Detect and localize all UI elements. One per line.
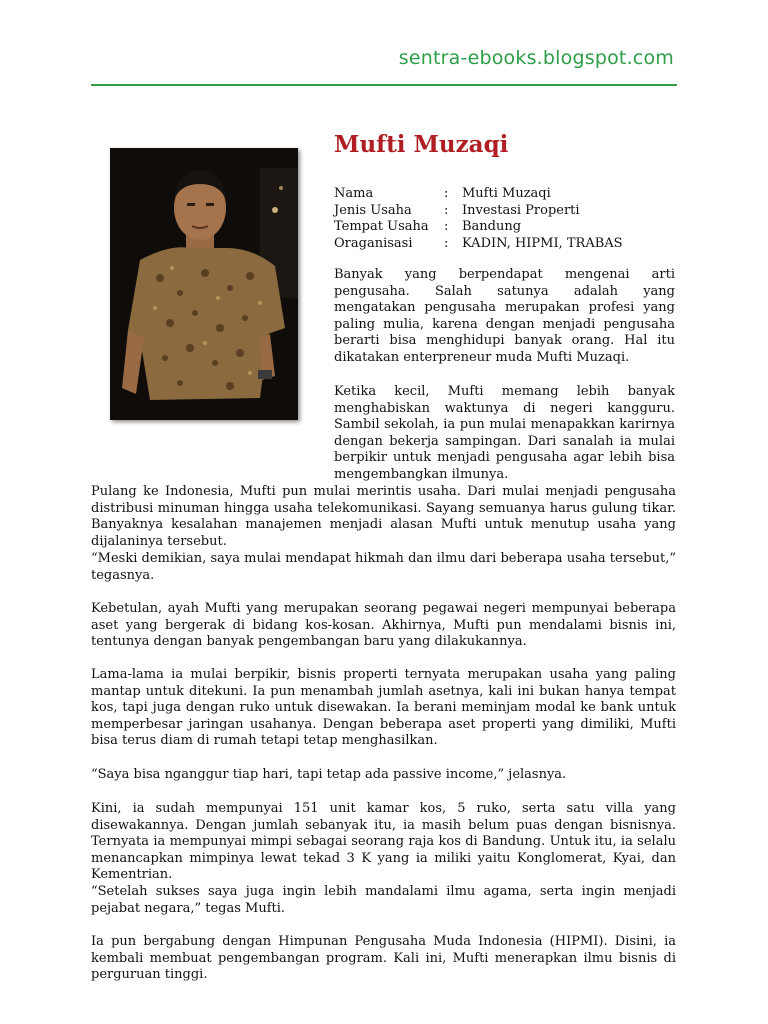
info-value: Mufti Muzaqi bbox=[462, 186, 551, 201]
profile-info-table bbox=[334, 186, 623, 252]
info-value: KADIN, HIPMI, TRABAS bbox=[462, 235, 623, 251]
info-separator: : bbox=[444, 202, 449, 218]
quote-paragraph: “Setelah sukses saya juga ingin lebih mandalami ilmu agama, serta ingin menjadi pejabat negara,” tegas Mufti. bbox=[91, 884, 676, 916]
portrait-photo bbox=[110, 148, 298, 420]
quote-paragraph: “Saya bisa nganggur tiap hari, tapi tetap ada passive income,” jelasnya. bbox=[91, 767, 567, 782]
info-value: Investasi Properti bbox=[462, 202, 580, 218]
quote-paragraph: “Meski demikian, saya mulai mendapat hikmah dan ilmu dari beberapa usaha tersebut,” tegasnya. bbox=[91, 551, 676, 583]
info-row-jenis-usaha bbox=[334, 203, 623, 220]
info-row-organisasi bbox=[334, 236, 623, 253]
profile-name-heading: Mufti Muzaqi bbox=[334, 131, 509, 158]
paragraph: Lama-lama ia mulai berpikir, bisnis properti ternyata merupakan usaha yang paling mantap untuk ditekuni. Ia pun menambah jumlah asetnya, kali ini bukan hanya tempat kos, tapi juga dengan ruko untuk disewakan. Ia berani meminjam modal ke bank untuk memperbesar jaringan usahanya. Dengan beberapa aset properti yang dimiliki, Mufti bisa terus diam di rumah tetapi tetap menghasilkan. bbox=[91, 667, 676, 749]
site-url: sentra-ebooks.blogspot.com bbox=[398, 47, 674, 69]
info-separator: : bbox=[444, 219, 449, 234]
info-label: Oraganisasi bbox=[334, 235, 413, 251]
paragraph: Kebetulan, ayah Mufti yang merupakan seorang pegawai negeri mempunyai beberapa aset yang bergerak di bidang kos-kosan. Akhirnya, Mufti pun mendalami bisnis ini, tentunya dengan banyak pengembangan baru yang dilakukannya. bbox=[91, 601, 676, 650]
info-row-nama bbox=[334, 186, 623, 203]
header-divider bbox=[91, 84, 677, 86]
paragraph: Kini, ia sudah mempunyai 151 unit kamar kos, 5 ruko, serta satu villa yang disewakannya. Dengan jumlah sebanyak itu, ia masih belum puas dengan bisnisnya. Ternyata ia mempunyai mimpi sebagai seorang raja kos di Bandung. Untuk itu, ia selalu menancapkan mimpinya lewat tekad 3 K yang ia miliki yaitu Konglomerat, Kyai, dan Kementrian. bbox=[91, 801, 676, 883]
info-label: Nama bbox=[334, 186, 374, 201]
info-separator: : bbox=[444, 235, 449, 251]
info-separator: : bbox=[444, 186, 449, 201]
paragraph: Banyak yang berpendapat mengenai arti pengusaha. Salah satunya adalah yang mengatakan pengusaha merupakan profesi yang paling mulia, karena dengan menjadi pengusaha berarti bisa menghidupi banyak orang. Hal itu dikatakan enterpreneur muda Mufti Muzaqi. bbox=[334, 267, 675, 365]
info-label: Tempat Usaha bbox=[334, 219, 429, 234]
info-label: Jenis Usaha bbox=[334, 202, 412, 218]
paragraph: Ia pun bergabung dengan Himpunan Pengusaha Muda Indonesia (HIPMI). Disini, ia kembali membuat pengembangan program. Kali ini, Mufti menerapkan ilmu bisnis di perguruan tinggi. bbox=[91, 934, 676, 983]
paragraph: Ketika kecil, Mufti memang lebih banyak menghabiskan waktunya di negeri kangguru. Sambil sekolah, ia pun mulai menapakkan karirnya dengan bekerja sampingan. Dari sanalah ia mulai berpikir untuk menjadi pengusaha agar lebih bisa mengembangkan ilmunya. bbox=[334, 384, 675, 482]
info-row-tempat-usaha bbox=[334, 219, 623, 236]
info-value: Bandung bbox=[462, 219, 522, 234]
paragraph: Pulang ke Indonesia, Mufti pun mulai merintis usaha. Dari mulai menjadi pengusaha distribusi minuman hingga usaha telekomunikasi. Sayang semuanya harus gulung tikar. Banyaknya kesalahan manajemen menjadi alasan Mufti untuk menutup usaha yang dijalaninya tersebut. bbox=[91, 484, 676, 549]
